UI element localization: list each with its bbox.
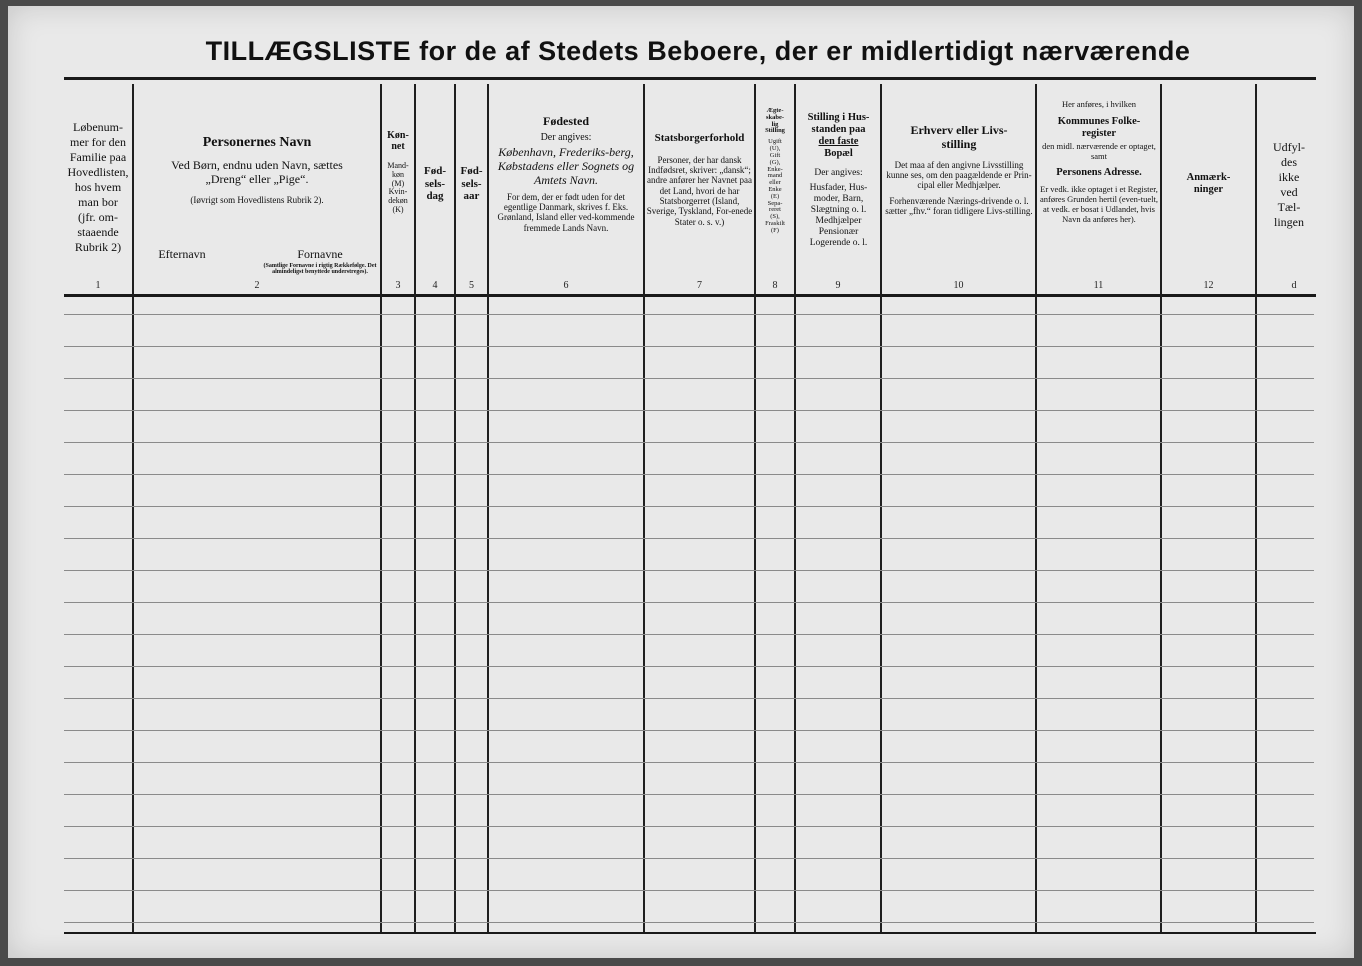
col8-line: (S), <box>770 213 780 221</box>
col4-header <box>416 165 454 355</box>
col11-header <box>1038 100 1160 280</box>
col-number: d <box>1291 280 1297 291</box>
col12-header <box>1162 172 1255 362</box>
row-line <box>64 730 1314 731</box>
col2-sub1: Ved Børn, endnu uden Navn, sættes <box>171 158 343 173</box>
col-number: 6 <box>563 280 569 291</box>
col-number: 7 <box>697 280 702 291</box>
cold-line: des <box>1281 155 1297 169</box>
col6-sub1: Der angives: <box>540 131 592 143</box>
col1-line: Familie paa <box>69 150 127 164</box>
col3-line: køn <box>392 169 404 179</box>
row-line <box>64 794 1314 795</box>
col-number: 8 <box>772 280 778 291</box>
col8-header <box>756 108 794 298</box>
row-line <box>64 858 1314 859</box>
col2-sub3: (Iøvrigt som Hovedlistens Rubrik 2). <box>190 194 324 205</box>
col2-lastname-label <box>150 248 214 264</box>
col9-bold: den faste <box>818 136 859 148</box>
cold-line: ved <box>1280 185 1298 199</box>
col6-sub3: For dem, der er født uden for det egentlige Danmark, skrives f. Eks. Grønland, Island eller ved-kommende fremmede Lands Navn. <box>497 191 635 233</box>
col1-line: Hovedlisten, <box>67 165 129 179</box>
col11-heading: Personens Adresse. <box>1056 167 1142 179</box>
col8-line: (U), <box>769 145 781 153</box>
col11-sub1: den midl. nærværende er optaget, samt <box>1042 140 1156 161</box>
col3-bold: Køn- <box>387 130 409 141</box>
col3-line: Mand- <box>387 161 409 170</box>
col8-line: Gift <box>769 151 781 159</box>
col1-line: man bor <box>78 195 118 209</box>
col9-header <box>797 112 880 302</box>
col5-line: Fød- <box>460 165 483 177</box>
cold-line: Tæl- <box>1277 200 1301 214</box>
col8-bold: lig <box>771 120 779 128</box>
col8-line: mand <box>767 172 783 180</box>
lastname-label: Efternavn <box>158 248 206 261</box>
row-line <box>64 442 1314 443</box>
col10-sub1: Det maa af den angivne Livsstilling kunne ses, om den paagældende er Prin-cipal eller Medhjælper. <box>886 159 1032 191</box>
col-divider <box>794 84 796 932</box>
col1-line: Løbenum- <box>73 120 123 134</box>
cold-line: lingen <box>1274 215 1304 229</box>
col4-line: dag <box>426 190 444 203</box>
col8-line: Sepa- <box>767 199 783 207</box>
row-line <box>64 410 1314 411</box>
col4-line: Fød- <box>424 165 446 177</box>
col5-header <box>456 165 487 355</box>
col11-sub2: Er vedk. ikke optaget i et Register, anføres Grunden hertil (even-tuelt, at vedk. er bosat i Udlandet, hvis Navn da anføres her). <box>1039 184 1158 224</box>
col-number: 1 <box>95 280 101 291</box>
col1-line: (jfr. om- <box>78 210 118 224</box>
row-line <box>64 378 1314 379</box>
row-line <box>64 634 1314 635</box>
col1-line: Rubrik 2) <box>74 240 122 254</box>
col-divider <box>487 84 489 932</box>
col7-heading: Statsborgerforhold <box>654 132 745 144</box>
col10-bold: Erhverv eller Livs- <box>910 124 1008 137</box>
col6-header <box>492 115 640 305</box>
col9-line: Pensionær <box>818 226 859 237</box>
col2-header <box>134 135 380 325</box>
cold-line: ikke <box>1278 170 1300 184</box>
col8-line: Enke <box>768 185 782 193</box>
row-line <box>64 826 1314 827</box>
col6-heading: Fødested <box>543 115 589 128</box>
col10-bold: stilling <box>941 136 977 151</box>
row-line <box>64 474 1314 475</box>
row-line <box>64 762 1314 763</box>
col1-line: hos hvem <box>74 180 122 194</box>
row-line <box>64 890 1314 891</box>
col-number: 4 <box>432 280 438 291</box>
col1-line: mer for den <box>70 135 126 149</box>
col-number: 10 <box>953 280 964 291</box>
col9-bold: Stilling i Hus- <box>807 112 870 123</box>
col10-sub2: Forhenværende Nærings-drivende o. l. sætter „fhv.“ foran tidligere Livs-stilling. <box>885 195 1033 216</box>
row-line <box>64 506 1314 507</box>
col3-line: Kvin- <box>388 187 408 197</box>
col-divider <box>1035 84 1037 932</box>
col8-bold: skabe- <box>765 113 785 121</box>
row-line <box>64 922 1314 923</box>
col2-heading: Personernes Navn <box>202 135 312 150</box>
col-number: 11 <box>1093 280 1104 291</box>
col8-bold: Ægte- <box>766 108 784 114</box>
row-line <box>64 346 1314 347</box>
col7-header <box>646 132 753 322</box>
col1-line: staaende <box>77 225 119 239</box>
col8-line: Ugift <box>768 138 782 146</box>
firstname-note: (Samtlige Fornavne i rigtig Rækkefølge. Det almindeligst benyttede understreges). <box>263 262 377 276</box>
col9-bold: standen paa <box>811 124 866 136</box>
col3-line: (K) <box>392 204 404 214</box>
row-line <box>64 602 1314 603</box>
col9-bold: Bopæl <box>824 148 853 160</box>
col-number: 2 <box>254 280 260 291</box>
col2-sub2: „Dreng“ eller „Pige“. <box>205 171 309 186</box>
col12-line: Anmærk- <box>1186 172 1231 183</box>
col-number: 12 <box>1203 280 1214 291</box>
col8-line: (F) <box>771 226 779 234</box>
col9-line: Slægtning o. l. <box>810 205 867 216</box>
row-line <box>64 570 1314 571</box>
col3-line: (M) <box>391 178 405 188</box>
cold-header <box>1257 140 1321 330</box>
col8-line: reret <box>769 206 781 214</box>
firstname-label: Fornavne <box>297 248 343 261</box>
bottom-rule <box>64 932 1316 934</box>
col8-line: Enke- <box>767 165 783 173</box>
col8-line: (E) <box>770 192 780 200</box>
col8-line: Fraskilt <box>765 220 785 227</box>
col5-line: sels- <box>461 177 482 190</box>
form-title: TILLÆGSLISTE for de af Stedets Beboere, der er midlertidigt nærværende <box>205 36 1191 66</box>
row-line <box>64 698 1314 699</box>
col9-line: Medhjælper <box>815 215 862 226</box>
col-number: 3 <box>395 280 401 291</box>
col-divider <box>643 84 645 932</box>
col11-bold: Kommunes Folke- <box>1057 115 1141 127</box>
col3-header <box>382 130 414 320</box>
col-divider <box>880 84 882 932</box>
col11-top: Her anføres, i hvilken <box>1061 100 1137 109</box>
col-number: 5 <box>469 280 474 291</box>
col12-line: ninger <box>1193 184 1224 196</box>
col5-line: aar <box>463 190 480 203</box>
col8-bold: Stilling <box>765 127 785 135</box>
col9-line: Husfader, Hus- <box>809 183 868 194</box>
col3-line: dekøn <box>388 196 408 206</box>
col4-line: sels- <box>424 177 446 190</box>
col9-line: moder, Barn, <box>813 194 864 205</box>
row-line <box>64 666 1314 667</box>
row-line <box>64 538 1314 539</box>
col8-line: eller <box>769 179 781 187</box>
col9-line: Logerende o. l. <box>809 237 868 248</box>
col-number: 9 <box>835 280 841 291</box>
cold-line: Udfyl- <box>1273 140 1305 154</box>
col11-bold: register <box>1081 127 1117 139</box>
col3-bold: net <box>391 141 405 152</box>
col8-line: (G), <box>769 158 781 166</box>
col7-sub1: Personer, der har dansk Indfødsret, skriver: „dansk“; andre anfører her Navnet paa det Land, hvori de har Statsborgerret (Island, Sverige, Tyskland, For-enede Stater o. s. v.) <box>646 154 753 227</box>
col9-line: Der angives: <box>814 168 863 179</box>
col6-sub2: København, Frederiks-berg, Købstadens eller Sognets og Amtets Navn. <box>497 145 635 187</box>
top-rule <box>64 77 1316 80</box>
